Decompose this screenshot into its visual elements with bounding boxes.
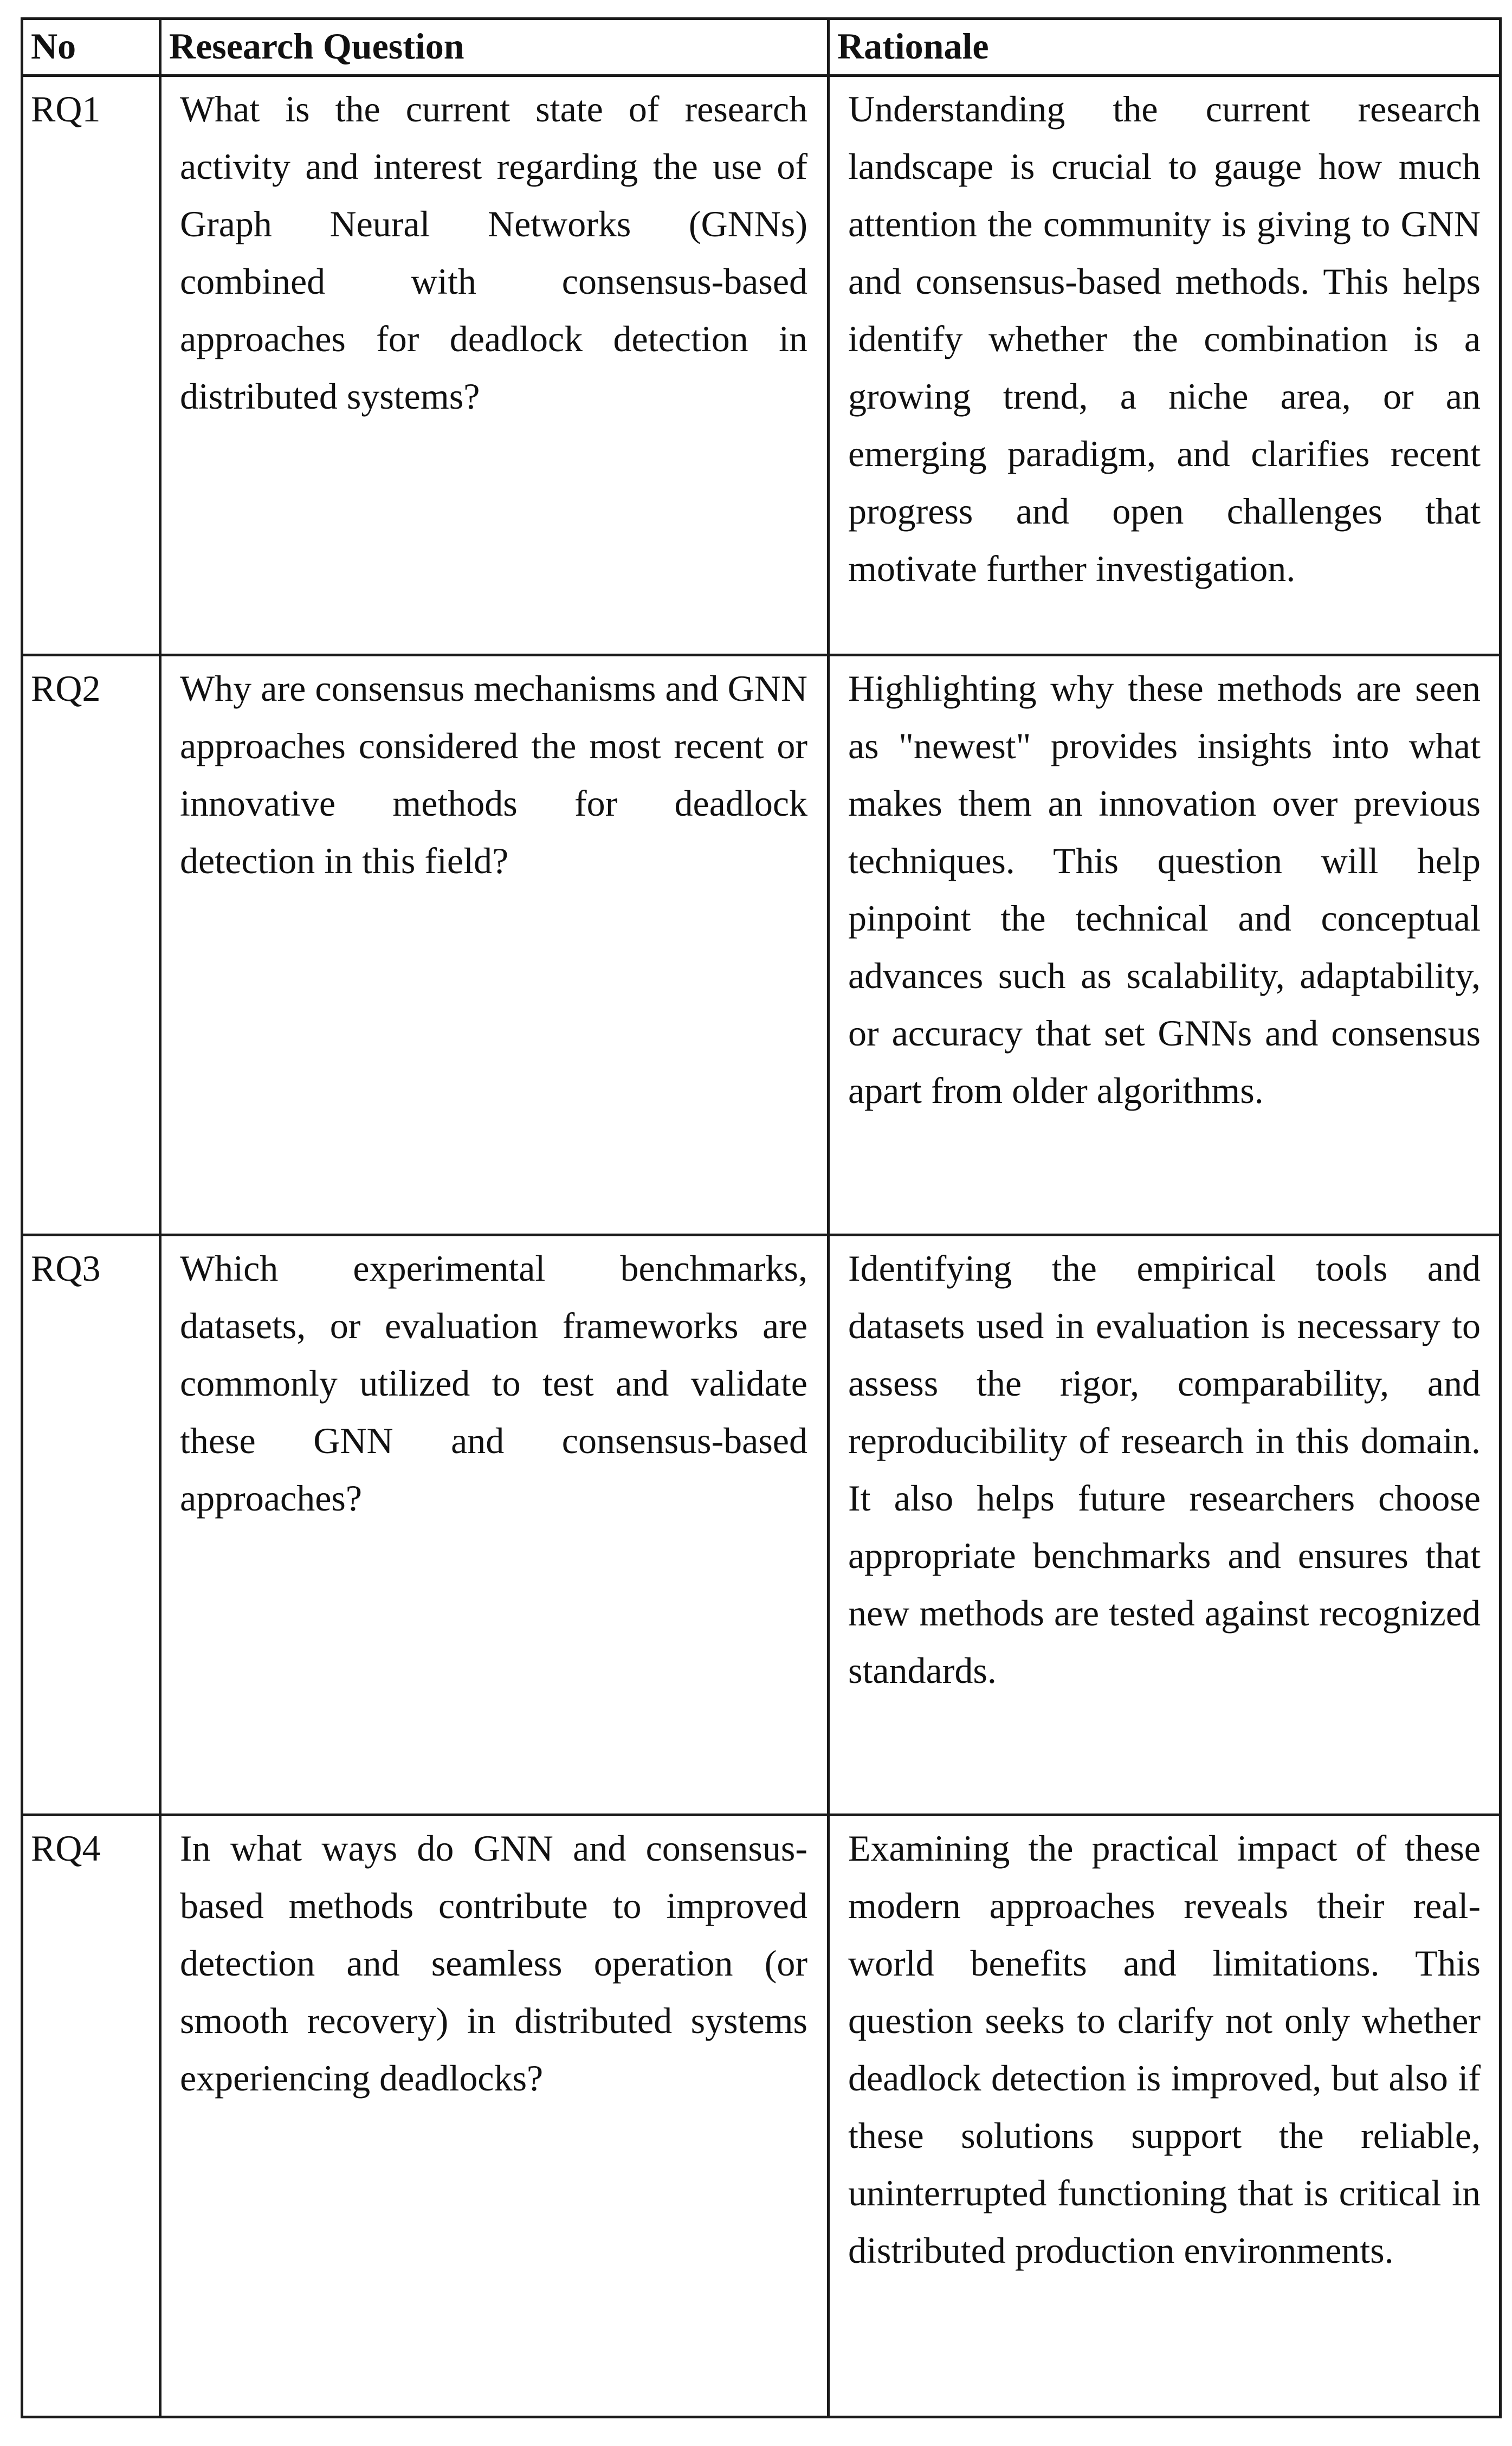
header-row	[22, 19, 1501, 76]
research-question-cell: In what ways do GNN and consensus-based methods contribute to improved detection and seamless operation (or smooth recovery) in distributed systems experiencing deadlocks?	[160, 1815, 829, 2417]
research-question-cell: Which experimental benchmarks, datasets, or evaluation frameworks are commonly utilized to test and validate these GNN and consensus-based approaches?	[160, 1235, 829, 1815]
research-question-cell: What is the current state of research activity and interest regarding the use of Graph Neural Networks (GNNs) combined with consensus-based approaches for deadlock detection in distributed systems?	[160, 76, 829, 655]
table-row	[22, 76, 1501, 655]
header-rationale: Rationale	[829, 19, 1501, 76]
table-row	[22, 1815, 1501, 2417]
table-row	[22, 655, 1501, 1235]
header-research-question: Research Question	[160, 19, 829, 76]
row-id: RQ4	[22, 1815, 160, 2417]
row-id: RQ3	[22, 1235, 160, 1815]
research-questions-table	[21, 17, 1502, 2418]
row-id: RQ2	[22, 655, 160, 1235]
table-header	[22, 19, 1501, 76]
table-body	[22, 76, 1501, 2417]
rationale-cell: Examining the practical impact of these modern approaches reveals their real-world benefits and limitations. This question seeks to clarify not only whether deadlock detection is improved, but also if these solutions support the reliable, uninterrupted functioning that is critical in distributed production environments.	[829, 1815, 1501, 2417]
rationale-cell: Highlighting why these methods are seen as "newest" provides insights into what makes them an innovation over previous techniques. This question will help pinpoint the technical and conceptual advances such as scalability, adaptability, or accuracy that set GNNs and consensus apart from older algorithms.	[829, 655, 1501, 1235]
row-id: RQ1	[22, 76, 160, 655]
header-no: No	[22, 19, 160, 76]
table-row	[22, 1235, 1501, 1815]
rationale-cell: Identifying the empirical tools and datasets used in evaluation is necessary to assess the rigor, comparability, and reproducibility of research in this domain. It also helps future researchers choose appropriate benchmarks and ensures that new methods are tested against recognized standards.	[829, 1235, 1501, 1815]
research-question-cell: Why are consensus mechanisms and GNN approaches considered the most recent or innovative methods for deadlock detection in this field?	[160, 655, 829, 1235]
rationale-cell: Understanding the current research landscape is crucial to gauge how much attention the community is giving to GNN and consensus-based methods. This helps identify whether the combination is a growing trend, a niche area, or an emerging paradigm, and clarifies recent progress and open challenges that motivate further investigation.	[829, 76, 1501, 655]
